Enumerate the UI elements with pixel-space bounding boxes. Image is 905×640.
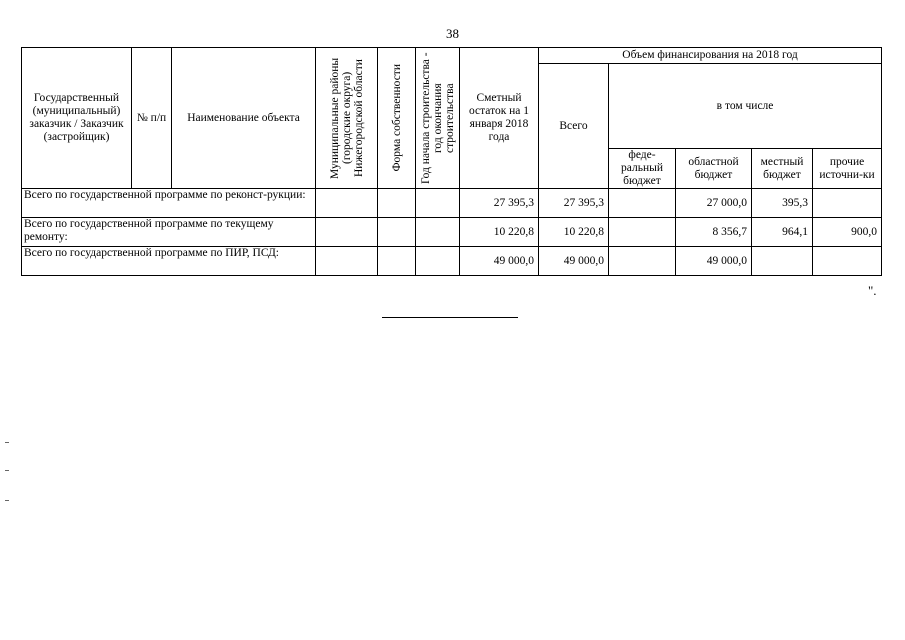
- local-value: 964,1: [752, 218, 813, 247]
- years-header-cell: [416, 48, 460, 189]
- remaining-value: 10 220,8: [460, 218, 539, 247]
- regional-value: 27 000,0: [676, 189, 752, 218]
- customer-header: Государственный (муниципальный) заказчик / Заказчик (застройщик): [22, 48, 132, 189]
- regional-value: 8 356,7: [676, 218, 752, 247]
- federal-header: феде-ральный бюджет: [609, 149, 676, 189]
- federal-value: [609, 218, 676, 247]
- including-header: в том числе: [609, 64, 882, 149]
- total-value: 10 220,8: [539, 218, 609, 247]
- federal-value: [609, 247, 676, 276]
- federal-value: [609, 189, 676, 218]
- ownership-header-cell: [378, 48, 416, 189]
- remaining-value: 27 395,3: [460, 189, 539, 218]
- financing-table: [21, 47, 882, 276]
- local-value: [752, 247, 813, 276]
- regional-header: областной бюджет: [676, 149, 752, 189]
- total-value: 49 000,0: [539, 247, 609, 276]
- total-header: Всего: [539, 64, 609, 189]
- years-header: Год начала строительства - год окончания строительства: [419, 52, 456, 184]
- local-value: 395,3: [752, 189, 813, 218]
- row-label: Всего по государственной программе по реконст-рукции:: [22, 189, 316, 218]
- municipal-header: Муниципальные районы (городские округа) Нижегородской области: [328, 57, 365, 179]
- section-divider: [382, 317, 518, 318]
- financing-header: Объем финансирования на 2018 год: [539, 48, 882, 64]
- local-header: местный бюджет: [752, 149, 813, 189]
- other-value: [813, 247, 882, 276]
- scan-edge-mark: [5, 442, 9, 443]
- total-value: 27 395,3: [539, 189, 609, 218]
- table-row: [22, 247, 882, 276]
- other-value: 900,0: [813, 218, 882, 247]
- closing-quote: ".: [868, 283, 877, 298]
- ownership-header: Форма собственности: [390, 64, 403, 172]
- number-header: № п/п: [132, 48, 172, 189]
- table-row: [22, 218, 882, 247]
- row-label: Всего по государственной программе по текущему ремонту:: [22, 218, 316, 247]
- remaining-value: 49 000,0: [460, 247, 539, 276]
- municipal-header-cell: [316, 48, 378, 189]
- page-number: 38: [446, 26, 459, 41]
- row-label: Всего по государственной программе по ПИР, ПСД:: [22, 247, 316, 276]
- other-header: прочие источни-ки: [813, 149, 882, 189]
- object-name-header: Наименование объекта: [172, 48, 316, 189]
- regional-value: 49 000,0: [676, 247, 752, 276]
- remaining-header: Сметный остаток на 1 января 2018 года: [460, 48, 539, 189]
- header-row-1: [22, 48, 882, 64]
- other-value: [813, 189, 882, 218]
- scan-edge-mark: [5, 500, 9, 501]
- table-row: [22, 189, 882, 218]
- scan-edge-mark: [5, 470, 9, 471]
